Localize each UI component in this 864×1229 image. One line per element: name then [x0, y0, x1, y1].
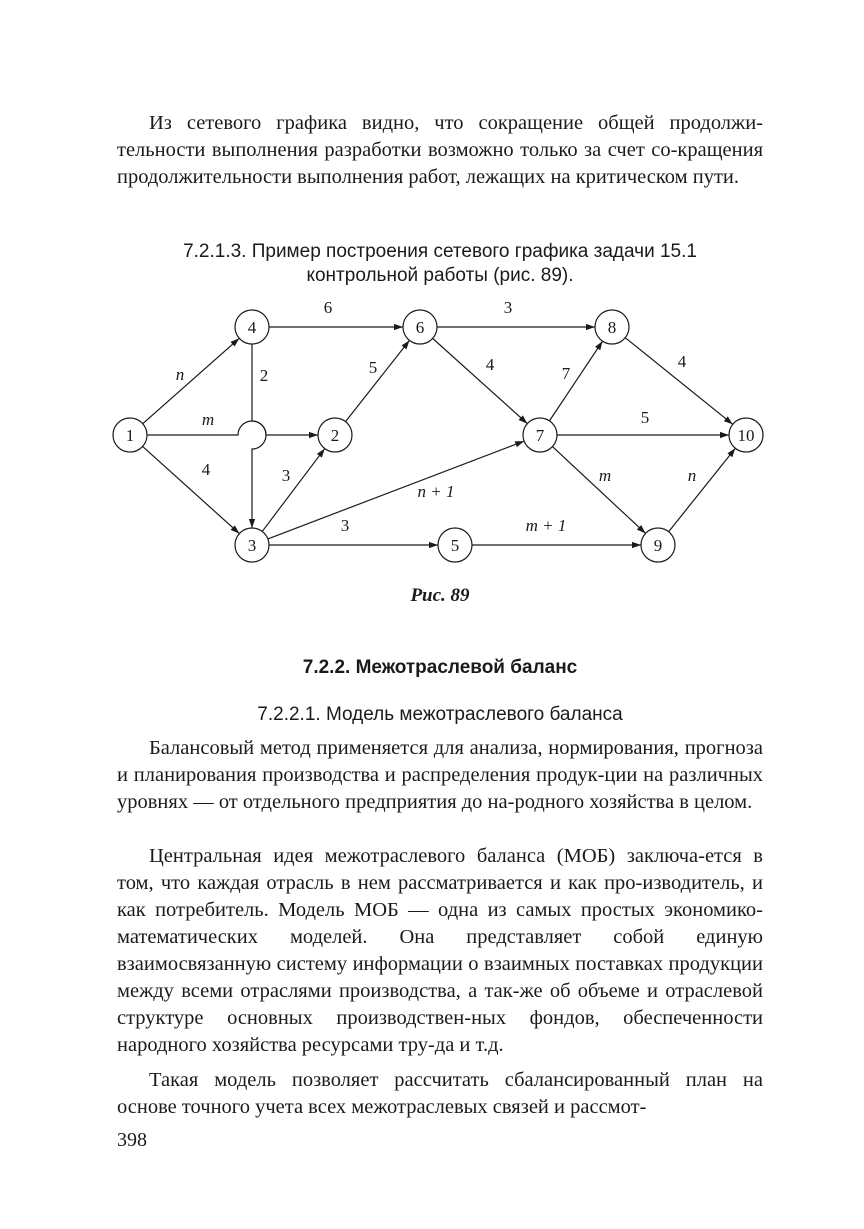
edge-3-7 — [268, 441, 524, 539]
edge-7-9 — [552, 447, 645, 534]
edge-1-3 — [143, 446, 240, 533]
node-label-4: 4 — [247, 318, 257, 337]
node-10 — [729, 418, 763, 452]
edge-9-10 — [669, 448, 736, 531]
edge-label-9-10: n — [687, 466, 697, 485]
node-label-9: 9 — [653, 536, 663, 555]
edge-7-8 — [549, 341, 602, 421]
edge-label-3-5: 3 — [340, 516, 350, 535]
edge-1-2 — [147, 421, 318, 435]
edge-label-7-9: m — [598, 466, 612, 485]
edge-label-4-3: 2 — [259, 366, 269, 385]
node-8 — [595, 310, 629, 344]
example-heading-line-2: контрольной работы (рис. 89). — [306, 265, 574, 286]
edge-label-2-6: 5 — [368, 358, 378, 377]
intro-paragraph: Из сетевого графика видно, что сокращение общей продолжи-тельности выполнения разработки возможно только за счет со-кращения продолжительности выполнения работ, лежащих на критическом пути. — [117, 112, 763, 188]
node-9 — [641, 528, 675, 562]
edge-label-8-10: 4 — [677, 352, 687, 371]
node-4 — [235, 310, 269, 344]
nodes-layer — [113, 310, 763, 562]
edge-2-6 — [346, 340, 410, 421]
figure-caption: Рис. 89 — [410, 585, 470, 606]
node-2 — [318, 418, 352, 452]
edge-6-7 — [433, 338, 528, 423]
paragraph-central-idea: Центральная идея межотраслевого баланса (МОБ) заключа-ется в том, что каждая отрасль в нем рассматривается и как про-изводитель, и как потребитель. Модель МОБ — одна из самых простых экономико-математических моделей. Она представляет собой единую взаимосвязанную систему информации о взаимных поставках продукции между всеми отраслями производства, а так-же об объеме и отраслевой структуре основных производствен-ных фондов, обеспеченности народного хозяйства ресурсами тру-да и т.д. — [117, 845, 763, 1056]
example-heading-line-1: 7.2.1.3. Пример построения сетевого графика задачи 15.1 — [183, 241, 697, 262]
edge-label-4-6: 6 — [323, 298, 333, 317]
edge-label-7-8: 7 — [561, 364, 571, 383]
node-label-2: 2 — [330, 426, 340, 445]
edge-label-1-3: 4 — [201, 460, 211, 479]
edge-label-7-10: 5 — [640, 408, 650, 427]
edge-label-1-2: m — [201, 410, 215, 429]
node-3 — [235, 528, 269, 562]
edge-label-3-2: 3 — [281, 466, 291, 485]
node-label-7: 7 — [535, 426, 545, 445]
edge-1-4 — [143, 338, 240, 423]
node-label-3: 3 — [247, 536, 257, 555]
node-6 — [403, 310, 437, 344]
edge-label-5-9: m + 1 — [525, 516, 567, 535]
edges-layer — [143, 327, 736, 545]
section-heading: 7.2.2. Межотраслевой баланс — [302, 657, 578, 678]
edge-3-2 — [262, 449, 325, 532]
paragraph-model: Такая модель позволяет рассчитать сбалансированный план на основе точного учета всех межотраслевых связей и рассмот- — [117, 1069, 763, 1118]
node-5 — [438, 528, 472, 562]
subsection-heading: 7.2.2.1. Модель межотраслевого баланса — [257, 704, 623, 725]
edge-label-1-4: n — [175, 365, 185, 384]
node-label-6: 6 — [415, 318, 425, 337]
node-label-1: 1 — [125, 426, 135, 445]
edge-label-6-7: 4 — [485, 355, 495, 374]
node-label-10: 10 — [737, 426, 755, 445]
node-7 — [523, 418, 557, 452]
page-number: 398 — [117, 1129, 147, 1151]
paragraph-balance-method: Балансовый метод применяется для анализа, нормирования, прогноза и планирования производства и распределения продук-ции на различных уровнях — от отдельного предприятия до на-родного хозяйства в целом. — [117, 737, 763, 813]
node-1 — [113, 418, 147, 452]
node-label-5: 5 — [450, 536, 460, 555]
node-label-8: 8 — [607, 318, 617, 337]
edge-label-6-8: 3 — [503, 298, 513, 317]
edge-label-3-7: n + 1 — [417, 482, 455, 501]
network-diagram — [100, 295, 780, 580]
